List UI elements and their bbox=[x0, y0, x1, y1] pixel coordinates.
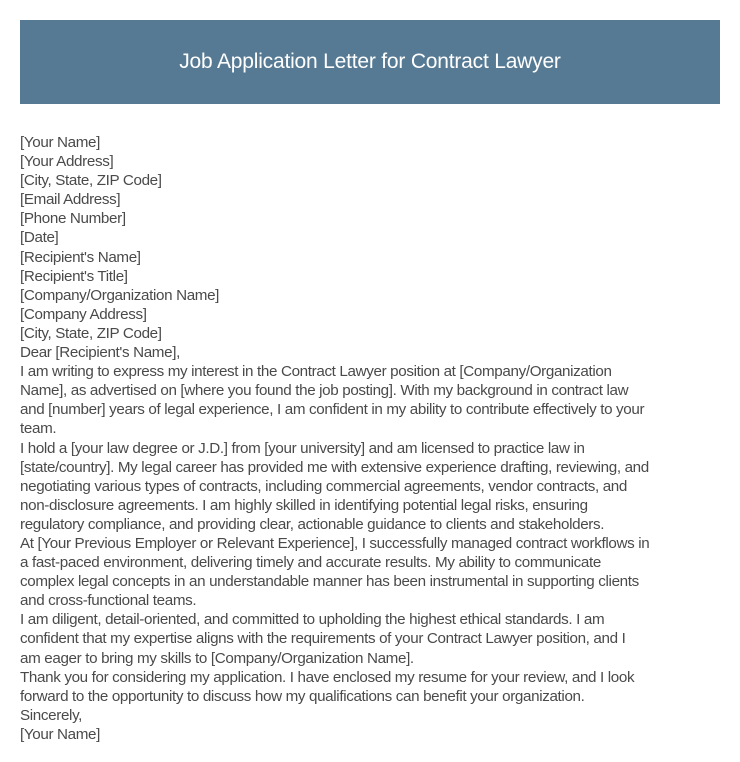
recipient-name: [Recipient's Name] bbox=[20, 248, 141, 266]
paragraph-line: Name], as advertised on [where you found the job posting]. With my background in contract law bbox=[20, 382, 629, 400]
paragraph-intro bbox=[20, 362, 725, 438]
paragraph-line: I am writing to express my interest in the Contract Lawyer position at [Company/Organization bbox=[20, 363, 612, 381]
recipient-title: [Recipient's Title] bbox=[20, 267, 128, 285]
paragraph-closing bbox=[20, 668, 725, 706]
recipient-company: [Company/Organization Name] bbox=[20, 286, 220, 304]
letter-title-banner bbox=[20, 20, 720, 104]
sender-city-state-zip: [City, State, ZIP Code] bbox=[20, 172, 162, 190]
salutation: Dear [Recipient's Name], bbox=[20, 344, 180, 362]
paragraph-line: I hold a [your law degree or J.D.] from [your university] and am licensed to practice law in bbox=[20, 439, 585, 457]
paragraph-line: complex legal concepts in an understandable manner has been instrumental in supporting clients bbox=[20, 573, 639, 591]
paragraph-line: a fast-paced environment, delivering timely and accurate results. My ability to communicate bbox=[20, 554, 601, 572]
paragraph-line: I am diligent, detail-oriented, and committed to upholding the highest ethical standards. I am bbox=[20, 611, 605, 629]
paragraph-line: non-disclosure agreements. I am highly skilled in identifying potential legal risks, ensuring bbox=[20, 496, 588, 514]
paragraph-line: and cross-functional teams. bbox=[20, 592, 197, 610]
recipient-city-state-zip: [City, State, ZIP Code] bbox=[20, 324, 162, 342]
sender-phone: [Phone Number] bbox=[20, 210, 126, 228]
page-title: Job Application Letter for Contract Lawyer bbox=[179, 50, 561, 73]
paragraph-qualifications bbox=[20, 439, 725, 534]
signature-name: [Your Name] bbox=[20, 725, 101, 743]
recipient-block bbox=[20, 248, 725, 343]
letter-body bbox=[20, 133, 725, 744]
paragraph-line: and [number] years of legal experience, I am confident in my ability to contribute effectively to your bbox=[20, 401, 645, 419]
paragraph-line: regulatory compliance, and providing clear, actionable guidance to clients and stakeholders. bbox=[20, 515, 605, 533]
paragraph-line: confident that my expertise aligns with the requirements of your Contract Lawyer position, and I bbox=[20, 630, 626, 648]
sender-block bbox=[20, 133, 725, 248]
complimentary-close: Sincerely, bbox=[20, 706, 83, 724]
paragraph-line: negotiating various types of contracts, including commercial agreements, vendor contracts, and bbox=[20, 477, 627, 495]
paragraph-experience bbox=[20, 534, 725, 610]
sender-email: [Email Address] bbox=[20, 191, 121, 209]
letter-date: [Date] bbox=[20, 229, 59, 247]
sender-address: [Your Address] bbox=[20, 153, 114, 171]
paragraph-line: team. bbox=[20, 420, 57, 438]
recipient-address: [Company Address] bbox=[20, 305, 147, 323]
paragraph-line: At [Your Previous Employer or Relevant Experience], I successfully managed contract workflows in bbox=[20, 534, 650, 552]
paragraph-line: am eager to bring my skills to [Company/Organization Name]. bbox=[20, 649, 414, 667]
paragraph-line: [state/country]. My legal career has provided me with extensive experience drafting, reviewing, and bbox=[20, 458, 649, 476]
paragraph-line: forward to the opportunity to discuss how my qualifications can benefit your organization. bbox=[20, 687, 585, 705]
sender-name: [Your Name] bbox=[20, 134, 101, 151]
paragraph-line: Thank you for considering my application. I have enclosed my resume for your review, and I look bbox=[20, 668, 635, 686]
paragraph-character bbox=[20, 610, 725, 667]
